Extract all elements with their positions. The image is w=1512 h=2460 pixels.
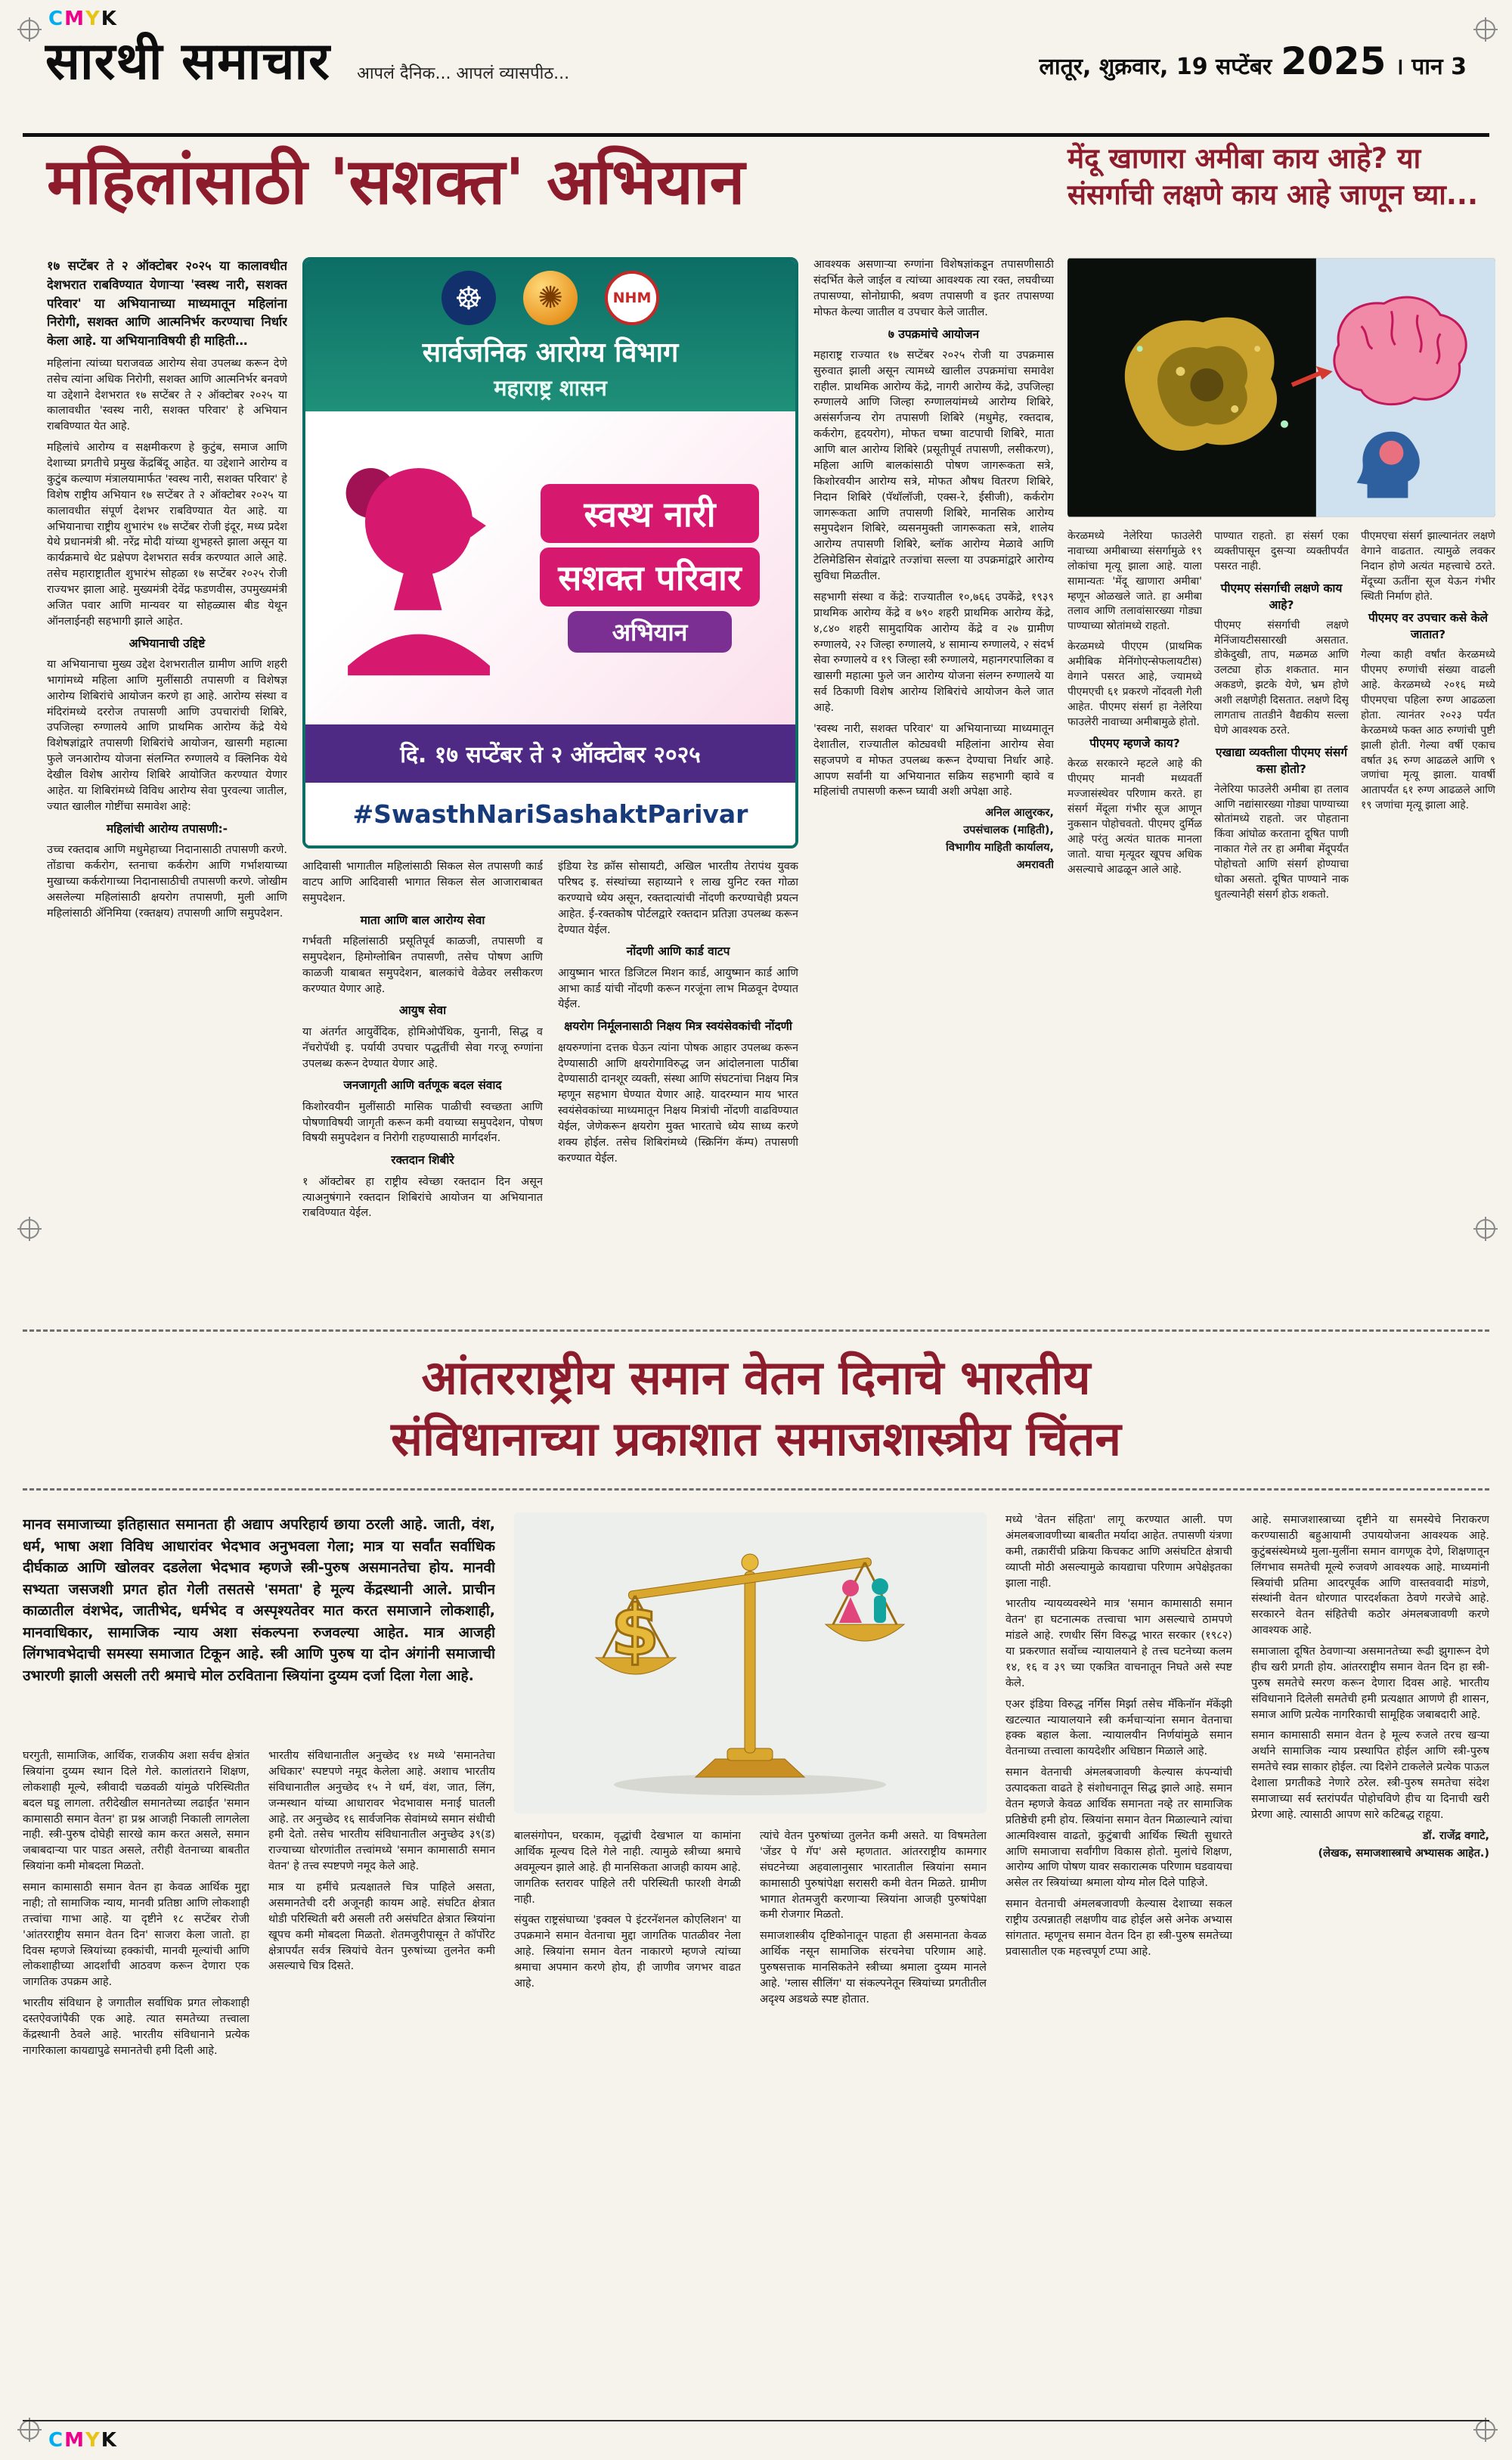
registration-mark <box>1476 2420 1495 2440</box>
registration-mark <box>20 1219 39 1239</box>
cmyk-y: Y <box>85 2429 101 2452</box>
article-paragraph: महिलांचे आरोग्य व सक्षमीकरण हे कुटुंब, समाज आणि देशाच्या प्रगतीचे प्रमुख केंद्रबिंदू आहेत. या उद्देशाने आरोग्य व कुटुंब कल्याण मंत्रालयामार्फत 'स्वस्थ नारी, सशक्त परिवार' हे विशेष राष्ट्रीय अभियान १७ सप्टेंबर ते २ ऑक्टोबर २०२५ या कालावधीत संपूर्ण देशभर राबविण्यात येत आहे. या अभियानाचा राष्ट्रीय शुभारंभ १७ सप्टेंबर रोजी इंदूर, मध्य प्रदेश येथे प्रधानमंत्री श्री. नरेंद्र मोदी यांच्या शुभहस्ते झाला असून या कार्यक्रमाचे थेट प्रक्षेपण देशभरात सर्वत्र करण्यात आले आहे. तसेच महाराष्ट्रातील शुभारंभ सोहळा १७ सप्टेंबर २०२५ रोजी राज्यभर झाला आहे. मुख्यमंत्री देवेंद्र फडणवीस, उपमुख्यमंत्री अजित पवार आणि मान्यवर या सोहळ्यास बीड येथून ऑनलाईनही सहभागी झाले आहेत. <box>47 442 287 628</box>
article-paragraph: महिलांना त्यांच्या घराजवळ आरोग्य सेवा उपलब्ध करून देणे तसेच त्यांना अधिक निरोगी, सशक्त आणि आत्मनिर्भर बनवणे या उद्देशाने देशभरात १७ सप्टेंबर ते २ ऑक्टोबर २०२५ या कालावधीत 'स्वस्थ नारी, सशक्त परिवार' हे अभियान राबविण्यात येत आहे. <box>47 357 287 433</box>
article-subhead: क्षयरोग निर्मूलनासाठी निक्षय मित्र स्वयंसेवकांची नोंदणी <box>564 1019 792 1034</box>
equal-pay-column-5 <box>1005 1512 1232 2414</box>
poster-emblems <box>313 271 788 325</box>
dollar-symbol: $ <box>610 1590 660 1671</box>
masthead-year: 2025 <box>1281 39 1387 83</box>
women-article-column-2 <box>302 859 543 1319</box>
cmyk-k: K <box>101 8 118 30</box>
masthead-dateline <box>1040 39 1467 88</box>
article-paragraph: संयुक्त राष्ट्रसंघाच्या 'इक्वल पे इंटरनॅशनल कोएलिशन' या उपक्रमाने समान वेतनाचा मुद्दा जागतिक पातळीवर नेला आहे. स्त्रियांना समान वेतन नाकारणे म्हणजे त्यांच्या श्रमाचा अपमान करणे होय, ही जाणीव जगभर वाढत आहे. <box>514 1914 741 1990</box>
maharashtra-seal-icon: ✺ <box>523 271 578 325</box>
article-paragraph: केरळमध्ये नेलेरिया फाउलेरी नावाच्या अमीबाच्या संसर्गामुळे १९ लोकांचा मृत्यू झाला आहे. याला सामान्यतः 'मेंदू खाणारा अमीबा' म्हणून ओळखले जाते. हा अमीबा तलाव आणि तलावांसारख्या गोड्या पाण्याच्या स्रोतांमध्ये राहतो. <box>1067 530 1202 633</box>
article-paragraph: महाराष्ट्र राज्यात १७ सप्टेंबर २०२५ रोजी या उपक्रमास सुरुवात झाली असून त्यामध्ये खालील उपक्रमांचा समावेश राहील. प्राथमिक आरोग्य केंद्रे, नागरी आरोग्य केंद्रे, उपजिल्हा रुग्णालये आणि जिल्हा रुग्णालयांमध्ये आरोग्य शिबिरे, असंसर्गजन्य रोग तपासणी शिबिरे (मधुमेह, रक्तदाब, कर्करोग, हृदयरोग), मोफत चष्मा वाटपाची शिबिरे, माता आणि बाल आरोग्य शिबिरे (प्रसूतीपूर्व तपासणी, लसीकरण), महिला आणि बालकांसाठी पोषण जागरूकता सत्रे, किशोरवयीन आरोग्य सत्रे, मोफत औषध वितरण शिबिरे, निदान शिबिरे (पॅथॉलॉजी, एक्स-रे, ईसीजी), कर्करोग जागरूकता आणि तपासणी शिबिरे, मानसिक आरोग्य समुपदेशन शिबिरे, व्यसनमुक्ती जागरूकता सत्रे, शालेय आरोग्य तपासणी शिबिरे, ब्लॉक आरोग्य मेळावे आणि टेलिमेडिसिन सेवांद्वारे तज्ज्ञांचा सल्ला या उपक्रमांद्वारे आरोग्य सुविधा मिळतील. <box>813 349 1054 583</box>
equal-pay-column-1 <box>23 1748 249 2414</box>
amoeba-article-headline: मेंदू खाणारा अमीबा काय आहे? या संसर्गाची लक्षणे काय आहे जाणून घ्या... <box>1067 142 1479 212</box>
poster-hashtag: #SwasthNariSashaktParivar <box>305 783 795 845</box>
amoeba-brain-image <box>1067 257 1495 518</box>
equal-pay-intro: मानव समाजाच्या इतिहासात समानता ही अद्याप अपरिहार्य छाया ठरली आहे. जाती, वंश, धर्म, भाषा अशा विविध आधारांवर भेदभाव अनुभवला गेला; मात्र या सर्वांत सर्वाधिक दीर्घकाळ आणि खोलवर दडलेला भेदभाव म्हणजे स्त्री-पुरुष असमानतेचा होय. मानवी सभ्यता जसजशी प्रगत होत गेली तसतसे 'समता' हे मूल्य केंद्रस्थानी आले. प्राचीन काळातील वंशभेद, जातीभेद, धर्मभेद व अस्पृश्यतेवर मात करत समाजाने लोकशाही, मानवाधिकार, सामाजिक न्याय अशा संकल्पना रुजवल्या आहेत. मात्र आजही लिंगभावभेदाची समस्या समाजात टिकून आहे. स्त्री आणि पुरुष या दोन अंगांनी समाजाची उभारणी झाली असली तरी श्रमाचे मोल ठरविताना स्त्रियांना दुय्यम दर्जा दिला गेला आहे. <box>23 1516 495 1684</box>
poster-header <box>305 260 795 411</box>
registration-mark <box>1476 20 1495 39</box>
section-divider-top <box>23 1329 1489 1332</box>
poster-title-line2: सशक्त परिवार <box>540 548 759 606</box>
article-paragraph: समान वेतनाची अंमलबजावणी केल्यास देशाच्या सकल राष्ट्रीय उत्पन्नातही लक्षणीय वाढ होईल असे अनेक अभ्यास सांगतात. म्हणूनच समान वेतन दिन हा स्त्री-पुरुष समतेच्या प्रवासातील एक महत्त्वपूर्ण टप्पा आहे. <box>1005 1898 1232 1958</box>
article-paragraph: आयुष्मान भारत डिजिटल मिशन कार्ड, आयुष्मान कार्ड आणि आभा कार्ड यांची नोंदणी करून गरजूंना लाभ मिळवून देण्यात येईल. <box>558 966 798 1011</box>
ashoka-emblem-icon: ☸ <box>442 271 496 325</box>
article-paragraph: 'स्वस्थ नारी, सशक्त परिवार' या अभियानाच्या माध्यमातून देशातील, राज्यातील कोट्यवधी महिलांना आरोग्य सेवा सहजपणे व मोफत उपलब्ध करून देण्याचा निर्धार आहे. आपण सर्वांनी या अभियानात सक्रिय सहभागी व्हावे व महिलांची तपासणी करून घ्यावी अशी अपेक्षा आहे. <box>813 722 1054 799</box>
article-paragraph: त्यांचे वेतन पुरुषांच्या तुलनेत कमी असते. या विषमतेला 'जेंडर पे गॅप' असे म्हणतात. आंतरराष्ट्रीय कामगार संघटनेच्या अहवालानुसार भारतातील स्त्रियांना समान कामासाठी पुरुषांपेक्षा सरासरी कमी वेतन मिळते. ग्रामीण भागात शेतमजुरी करणाऱ्या स्त्रियांना आजही पुरुषांपेक्षा कमी रोजगार मिळतो. <box>760 1830 987 1922</box>
poster-date-band: दि. १७ सप्टेंबर ते २ ऑक्टोबर २०२५ <box>305 724 795 783</box>
cmyk-label-top <box>48 8 118 30</box>
article-paragraph: भारतीय संविधानातील अनुच्छेद १४ मध्ये 'समानतेचा अधिकार' स्पष्टपणे नमूद केलेला आहे. अशाच भारतीय संविधानातील अनुच्छेद १५ ने धर्म, वंश, जात, लिंग, जन्मस्थान यांच्या आधारावर भेदभावास मनाई घातली आहे. तर अनुच्छेद १६ सार्वजनिक सेवांमध्ये समान संधीची हमी देतो. तसेच भारतीय संविधानातील अनुच्छेद ३९(ड) राज्याच्या धोरणांतील तत्त्वांमध्ये 'समान कामासाठी समान वेतन' हे तत्त्व स्पष्टपणे नमूद केले आहे. <box>268 1750 495 1873</box>
poster-title-line3: अभियान <box>568 611 732 653</box>
article-paragraph: १ ऑक्टोबर हा राष्ट्रीय स्वेच्छा रक्तदान दिन असून त्याअनुषंगाने रक्तदान शिबिरांचे आयोजन या अभियानात राबविण्यात येईल. <box>302 1175 543 1220</box>
article-paragraph: पाण्यात राहतो. हा संसर्ग एका व्यक्तीपासून दुसऱ्या व्यक्तीपर्यंत पसरत नाही. <box>1214 530 1349 572</box>
article-byline: डॉ. राजेंद्र वगाटे, <box>1422 1829 1489 1842</box>
amoeba-article-column-3 <box>1361 529 1495 1319</box>
cmyk-y: Y <box>85 8 101 30</box>
poster-titles <box>519 484 780 653</box>
masthead-page-number: । पान 3 <box>1395 54 1467 80</box>
article-paragraph: १७ सप्टेंबर ते २ ऑक्टोबर २०२५ या कालावधीत देशभरात राबविण्यात येणाऱ्या 'स्वस्थ नारी, सशक्त परिवार' या अभियानाच्या माध्यमातून महिलांना निरोगी, सशक्त आणि आत्मनिर्भर करण्याचा निर्धार केला आहे. या अभियानाविषयी ही माहिती… <box>47 259 287 348</box>
masthead-date: लातूर, शुक्रवार, 19 सप्टेंबर <box>1039 54 1272 80</box>
scale-pillar <box>745 1571 755 1753</box>
article-subhead: महिलांची आरोग्य तपासणी:- <box>106 821 228 836</box>
cmyk-c: C <box>48 2429 65 2452</box>
article-paragraph: घरगुती, सामाजिक, आर्थिक, राजकीय अशा सर्वच क्षेत्रांत स्त्रियांना दुय्यम स्थान दिले गेले. कालांतराने शिक्षण, लोकशाही मूल्ये, स्त्रीवादी चळवळी यांमुळे परिस्थितीत बदल घडू लागला. तरीदेखील समानतेच्या लढाईत 'समान कामासाठी समान वेतन' हा प्रश्न आजही निकाली लागलेला नाही. स्त्री-पुरुष दोघेही सारखे काम करत असले, समान जबाबदाऱ्या पार पाडत असले, तरीही वेतनाच्या बाबतीत स्त्रियांना कमी मोबदला मिळतो. <box>23 1750 249 1873</box>
article-paragraph: समान कामासाठी समान वेतन हा केवळ आर्थिक मुद्दा नाही; तो सामाजिक न्याय, मानवी प्रतिष्ठा आणि लोकशाही तत्त्वांचा गाभा आहे. या दृष्टीने १८ सप्टेंबर रोजी 'आंतरराष्ट्रीय समान वेतन दिन' साजरा केला जातो. हा दिवस म्हणजे स्त्रियांच्या हक्कांची, मानवी मूल्यांची आणि लोकशाहीच्या आदर्शांची आठवण करून देणारा एक जागतिक उपक्रम आहे. <box>23 1881 249 1989</box>
article-paragraph: किशोरवयीन मुलींसाठी मासिक पाळीची स्वच्छता आणि पोषणाविषयी जागृती करून कमी वयाच्या समुपदेशन, पोषण विषयी समुपदेशन व निरोगी राहण्यासाठी मार्गदर्शन. <box>302 1100 543 1145</box>
poster-department: सार्वजनिक आरोग्य विभाग <box>422 337 679 368</box>
article-subhead: अभियानाची उद्दिष्टे <box>129 636 206 650</box>
article-subhead: ७ उपक्रमांचे आयोजन <box>888 327 980 341</box>
cmyk-label-bottom <box>48 2429 118 2452</box>
article-subhead: पीएमए संसर्गाची लक्षणे काय आहे? <box>1220 581 1343 612</box>
article-paragraph: समान वेतनाची अंमलबजावणी केल्यास कंपन्यांची उत्पादकता वाढते हे संशोधनातून सिद्ध झाले आहे. समान वेतन म्हणजे केवळ आर्थिक समानता नव्हे तर सामाजिक प्रतिष्ठेची हमी होय. स्त्रियांना समान वेतन मिळाल्याने त्यांचा आत्मविश्वास वाढतो, कुटुंबाची आर्थिक स्थिती सुधारते आणि समाजाचा सर्वांगीण विकास होतो. मुलांचे शिक्षण, आरोग्य आणि पोषण यावर सकारात्मक परिणाम घडवायचा असेल तर स्त्रियांच्या श्रमाला योग्य मोल दिले पाहिजे. <box>1005 1767 1232 1890</box>
cmyk-c: C <box>48 8 65 30</box>
article-paragraph: भारतीय न्यायव्यवस्थेने मात्र 'समान कामासाठी समान वेतन' हा घटनात्मक तत्त्वाचा भाग असल्याचे ठामपणे मांडले आहे. रणधीर सिंग विरुद्ध भारत सरकार (१९८२) या प्रकरणात सर्वोच्च न्यायालयाने हे तत्त्व घटनेच्या कलम १४, १६ व ३९ च्या एकत्रित वाचनातून निघते असे स्पष्ट केले. <box>1005 1598 1232 1689</box>
article-subhead: जनजागृती आणि वर्तणूक बदल संवाद <box>343 1078 502 1093</box>
article-subhead: पीएमए म्हणजे काय? <box>1089 737 1180 751</box>
women-article-column-1 <box>47 257 287 1319</box>
masthead-left <box>45 32 570 92</box>
article-paragraph: या अंतर्गत आयुर्वेदिक, होमिओपॅथिक, युनानी, सिद्ध व नॅचरोपॅथी इ. पर्यायी उपचार पद्धतींची सेवा गरजू रुग्णांना उपलब्ध करून देण्यात येणार आहे. <box>302 1025 543 1070</box>
woman-profile-silhouette <box>321 443 513 693</box>
article-paragraph: एअर इंडिया विरुद्ध नर्गिस मिर्झा तसेच मॅकिनॉन मॅकेंझी खटल्यात न्यायालयाने स्त्री कर्मचाऱ्यांना समान वेतनाचा हक्क बहाल केला. न्यायालयीन निर्णयांमुळे समान वेतनाच्या तत्त्वाला कायदेशीर अधिष्ठान मिळाले आहे. <box>1005 1698 1232 1758</box>
article-subhead: आयुष सेवा <box>398 1004 447 1018</box>
article-paragraph: समाजाला दूषित ठेवणाऱ्या असमानतेच्या रूढी झुगारून देणे हीच खरी प्रगती होय. आंतरराष्ट्रीय समान वेतन दिन हा स्त्री-पुरुष समतेचे स्मरण करून देणारा दिवस आहे. भारतीय संविधानाने दिलेली समतेची हमी प्रत्यक्षात आणणे ही शासन, समाज आणि प्रत्येक नागरिकाची सामूहिक जबाबदारी आहे. <box>1251 1646 1489 1721</box>
article-paragraph: इंडिया रेड क्रॉस सोसायटी, अखिल भारतीय तेरापंथ युवक परिषद इ. संस्थांच्या सहाय्याने १ लाख युनिट रक्त गोळा करण्याचे ध्येय असून, रक्तदात्यांची नोंदणी करण्याचेही प्रयत्न आहेत. ई-रक्तकोष पोर्टलद्वारे रक्तदान प्रतिज्ञा उपलब्ध करून देण्यात येईल. <box>558 861 798 936</box>
article-paragraph: या अभियानाचा मुख्य उद्देश देशभरातील ग्रामीण आणि शहरी भागांमध्ये महिला आणि मुलींसाठी तपासणी व विशेषज्ञ आरोग्य शिबिरांचे आयोजन करणे हा आहे. आरोग्य संस्था व मंदिरांमध्ये दररोज तपासणी आणि उपचारांची शिबिरे, उपजिल्हा रुग्णालये आणि प्राथमिक आरोग्य केंद्रे येथे विशेषज्ञांद्वारे तपासणी शिबिरांचे आयोजन, खासगी महात्मा फुले जनआरोग्य योजना संलग्नित रुग्णालये व क्लिनिक येथे देखील विशेष आरोग्य शिबिरे आयोजित करण्यात येणार आहेत. या शिबिरांमध्ये विविध आरोग्य सेवा पुरवल्या जातील, ज्यात खालील गोष्टींचा समावेश आहे: <box>47 658 287 813</box>
article-subhead: नोंदणी आणि कार्ड वाटप <box>626 945 730 959</box>
campaign-poster <box>302 257 798 848</box>
poster-government: महाराष्ट्र शासन <box>494 375 607 401</box>
equal-pay-headline-line2: संविधानाच्या प्रकाशात समाजशास्त्रीय चिंतन <box>391 1410 1121 1466</box>
article-paragraph: बालसंगोपन, घरकाम, वृद्धांची देखभाल या कामांना आर्थिक मूल्यच दिले गेले नाही. त्यामुळे स्त्रीच्या श्रमाचे अवमूल्यन झाले आहे. ही मानसिकता आजही कायम आहे. जागतिक स्तरावर पाहिले तरी परिस्थिती फारशी वेगळी नाही. <box>514 1830 741 1906</box>
masthead-tagline: आपलं दैनिक... आपलं व्यासपीठ... <box>357 64 570 83</box>
bottom-rule <box>23 2420 1489 2421</box>
equal-pay-column-6 <box>1251 1512 1489 2414</box>
amoeba-article-column-1 <box>1067 529 1202 1319</box>
article-paragraph: आवश्यक असणाऱ्या रुग्णांना विशेषज्ञांकडून तपासणीसाठी संदर्भित केले जाईल व त्यांच्या आवश्यक त्या रक्त, लघवीच्या तपासण्या, सोनोग्राफी, श्रवण तपासणी व इतर तपासण्या मोफत केल्या जातील व उपचार केले जातील. <box>813 259 1054 318</box>
article-byline: (लेखक, समाजशास्त्राचे अभ्यासक आहेत.) <box>1318 1847 1489 1860</box>
article-byline: विभागीय माहिती कार्यालय, <box>946 842 1054 855</box>
equal-pay-column-2 <box>268 1748 495 2414</box>
article-paragraph: आदिवासी भागातील महिलांसाठी सिकल सेल तपासणी कार्ड वाटप आणि आदिवासी भागात सिकल सेल आजाराबाबत समुपदेशन. <box>302 861 543 904</box>
article-paragraph: नेलेरिया फाउलेरी अमीबा हा तलाव आणि नद्यांसारख्या गोड्या पाण्याच्या स्रोतांमध्ये राहतो. जर पोहताना किंवा आंघोळ करताना दूषित पाणी नाकात गेले तर हा अमीबा मेंदूपर्यंत पोहोचतो आणि संसर्ग होण्याचा धोका असतो. दूषित पाण्याने नाक धुतल्यानेही संसर्ग होऊ शकतो. <box>1214 783 1349 901</box>
female-figure-icon <box>842 1580 859 1596</box>
poster-main-art <box>305 411 795 724</box>
article-paragraph: मात्र या हमींचे प्रत्यक्षातले चित्र पाहिले असता, असमानतेची दरी अजूनही कायम आहे. संघटित क्षेत्रात थोडी परिस्थिती बरी असली तरी असंघटित क्षेत्रात स्त्रियांना खूपच कमी मोबदला मिळतो. शेतमजुरीपासून ते कॉर्पोरेट क्षेत्रापर्यंत सर्वत्र स्त्रियांचे वेतन पुरुषांच्या तुलनेत कमी असल्याचे चित्र दिसते. <box>268 1881 495 1973</box>
article-paragraph: आहे. समाजशास्त्राच्या दृष्टीने या समस्येचे निराकरण करण्यासाठी बहुआयामी उपाययोजना आवश्यक आहे. कुटुंबसंस्थेमध्ये मुला-मुलींना समान वागणूक देणे, शिक्षणातून लिंगभाव समतेची मूल्ये रुजवणे आवश्यक आहे. माध्यमांनी स्त्रियांची प्रतिमा आदरपूर्वक आणि वास्तववादी मांडणे, संस्थांनी वेतन धोरणात पारदर्शकता ठेवणे गरजेचे आहे. सरकारने वेतन संहितेची कठोर अंमलबजावणी करणे आवश्यक आहे. <box>1251 1514 1489 1637</box>
registration-mark <box>20 2420 39 2440</box>
article-byline: अमरावती <box>1016 858 1054 871</box>
newspaper-title: सारथी समाचार <box>45 32 330 92</box>
equal-pay-column-3 <box>514 1829 741 2414</box>
equal-pay-scales-illustration <box>514 1512 987 1813</box>
masthead-rule <box>23 133 1489 137</box>
article-paragraph: उच्च रक्तदाब आणि मधुमेहाच्या निदानासाठी तपासणी करणे. तोंडाचा कर्करोग, स्तनाचा कर्करोग आणि गर्भाशयाच्या मुखाच्या कर्करोगाच्या निदानासाठीची तपासणी करणे. जोखीम असलेल्या महिलांसाठी क्षयरोग तपासणी, मुली आणि महिलांसाठी ॲनिमिया (रक्तक्षय) तपासणी आणि समुपदेशन. <box>47 844 287 920</box>
cmyk-k: K <box>101 2429 118 2452</box>
registration-mark <box>20 20 39 39</box>
article-subhead: पीएमए वर उपचार कसे केले जातात? <box>1368 611 1489 642</box>
article-paragraph: पीएमएचा संसर्ग झाल्यानंतर लक्षणे वेगाने वाढतात. त्यामुळे लवकर निदान होणे अत्यंत महत्त्वाचे ठरते. मेंदूच्या ऊतींना सूज येऊन गंभीर स्थिती निर्माण होते. <box>1361 530 1495 603</box>
poster-title-line1: स्वस्थ नारी <box>541 484 760 543</box>
amoeba-article-column-2 <box>1214 529 1349 1319</box>
article-paragraph: समान कामासाठी समान वेतन हे मूल्य रुजले तरच खऱ्या अर्थाने सामाजिक न्याय प्रस्थापित होईल आणि स्त्री-पुरुष समतेचे स्वप्न साकार होईल. त्या दिशेने टाकलेले प्रत्येक पाऊल देशाला प्रगतीकडे नेणारे ठरेल. स्त्री-पुरुष समतेचा संदेश समाजाच्या सर्व स्तरांपर्यंत पोहोचविणे हीच या दिनाची खरी प्रेरणा आहे. त्यासाठी आपण सारे कटिबद्ध राहूया. <box>1251 1729 1489 1821</box>
article-subhead: एखाद्या व्यक्तीला पीएमए संसर्ग कसा होतो? <box>1215 745 1348 776</box>
women-article-column-3 <box>558 859 798 1319</box>
article-paragraph: भारतीय संविधान हे जगातील सर्वाधिक प्रगत लोकशाही दस्तऐवजांपैकी एक आहे. त्यात समतेच्या तत्त्वाला केंद्रस्थानी ठेवले आहे. भारतीय संविधानाने प्रत्येक नागरिकाला कायद्यापुढे समानतेची हमी दिली आहे. <box>23 1997 249 2057</box>
equal-pay-column-4 <box>760 1829 987 2414</box>
article-paragraph: केरळमध्ये पीएएम (प्राथमिक अमीबिक मेनिंगोएन्सेफलायटीस) वेगाने पसरत आहे, ज्यामध्ये पीएमएची ६१ प्रकरणे नोंदवली गेली आहेत. पीएमए संसर्ग हा नेलेरिया फाउलेरी नावाच्या अमीबामुळे होतो. <box>1067 641 1202 728</box>
masthead <box>45 32 1467 92</box>
article-paragraph: सहभागी संस्था व केंद्रे: राज्यातील १०,७६६ उपकेंद्रे, १९३९ प्राथमिक आरोग्य केंद्रे व ७९० शहरी प्राथमिक आरोग्य केंद्रे, ४,८४० शहरी सामुदायिक आरोग्य केंद्रे व २७ ग्रामीण रुग्णालये, २२ जिल्हा रुग्णालये, ४ सामान्य रुग्णालये, २ संदर्भ सेवा रुग्णालये व १९ जिल्हा स्त्री रुग्णालये, महानगरपालिका व खासगी महात्मा फुले जन आरोग्य योजना संलग्न रुग्णालये या सर्व ठिकाणी विशेष आरोग्य शिबिरांचे आयोजन केले जात आहे. <box>813 591 1054 715</box>
article-paragraph: समाजशास्त्रीय दृष्टिकोनातून पाहता ही असमानता केवळ आर्थिक नसून सामाजिक संरचनेचा परिणाम आहे. पुरुषसत्ताक मानसिकतेने स्त्रीच्या श्रमाला दुय्यम मानले आहे. 'ग्लास सीलिंग' या संकल्पनेतून स्त्रियांच्या प्रगतीतील अदृश्य अडथळे स्पष्ट होतात. <box>760 1930 987 2006</box>
scale-base <box>696 1759 804 1777</box>
women-article-column-4 <box>813 257 1054 1319</box>
article-paragraph: गर्भवती महिलांसाठी प्रसूतिपूर्व काळजी, तपासणी व समुपदेशन, हिमोग्लोबिन तपासणी, तसेच पोषण आणि काळजी याबाबत समुपदेशन, बालकांचे वेळेवर लसीकरण करण्यात येणार आहे. <box>302 935 543 995</box>
article-paragraph: क्षयरुग्णांना दत्तक घेऊन त्यांना पोषक आहार उपलब्ध करून देण्यासाठी आणि क्षयरोगाविरुद्ध जन आंदोलनाला पाठींबा देण्यासाठी दानशूर व्यक्ती, संस्था आणि संघटनांचा निक्षय मित्र म्हणून सहभाग घेण्यात येणार आहे. यादरम्यान माय भारत स्वयंसेवकांच्या माध्यमातून निक्षय मित्रांची नोंदणी वाढविण्यात येईल, जेणेकरून क्षयरोग मुक्त भारताचे ध्येय साध्य करणे शक्य होईल. तसेच शिबिरांमध्ये (स्क्रिनिंग कॅम्प) तपासणी करण्यात येईल. <box>558 1041 798 1165</box>
article-byline: उपसंचालक (माहिती), <box>963 824 1054 837</box>
article-subhead: रक्तदान शिबीरे <box>391 1153 454 1168</box>
article-paragraph: गेल्या काही वर्षांत केरळमध्ये पीएमए रुग्णांची संख्या वाढली आहे. केरळमध्ये २०१६ मध्ये पीएमएचा पहिला रुग्ण आढळला होता. त्यानंतर २०२३ पर्यंत केरळमध्ये फक्त आठ रुग्णांची पुष्टी झाली होती. गेल्या वर्षी एकाच वर्षात ३६ रुग्ण आढळले आणि ९ जणांचा मृत्यू झाला. यावर्षी आतापर्यंत ६१ रुग्ण आढळले आणि १९ जणांचा मृत्यू झाला आहे. <box>1361 649 1495 812</box>
equal-pay-headline-line1: आंतरराष्ट्रीय समान वेतन दिनाचे भारतीय <box>421 1350 1091 1405</box>
article-byline: अनिल आलुरकर, <box>985 807 1054 820</box>
section-divider-bottom <box>23 1488 1489 1491</box>
nhm-logo-icon: NHM <box>605 271 659 325</box>
article-subhead: माता आणि बाल आरोग्य सेवा <box>360 913 485 927</box>
male-figure-icon <box>872 1578 888 1595</box>
article-paragraph: केरळ सरकारने म्हटले आहे की पीएमए मानवी मध्यवर्ती मज्जासंस्थेवर परिणाम करते. हा संसर्ग मेंदूला गंभीर सूज आणून नुकसान पोहोचवतो. पीएमए दुर्मिळ आहे परंतु अत्यंत घातक मानला जातो. याचा मृत्यूदर खूपच अधिक असल्याचे आढळून आले आहे. <box>1067 758 1202 876</box>
article-paragraph: पीएमए संसर्गाची लक्षणे मेनिंजायटीससारखी असतात. डोकेदुखी, ताप, मळमळ आणि उलट्या होऊ शकतात. मान अकडणे, झटके येणे, भ्रम होणे अशी लक्षणेही दिसतात. लक्षणे दिसू लागताच तातडीने वैद्यकीय सल्ला घेणे आवश्यक ठरते. <box>1214 619 1349 737</box>
women-campaign-headline: महिलांसाठी 'सशक्त' अभियान <box>47 144 745 219</box>
cmyk-m: M <box>64 8 85 30</box>
cmyk-m: M <box>64 2429 85 2452</box>
equal-pay-headline <box>45 1348 1467 1469</box>
article-paragraph: मध्ये 'वेतन संहिता' लागू करण्यात आली. पण अंमलबजावणीच्या बाबतीत मर्यादा आहेत. तपासणी यंत्रणा कमी, तक्रारींची प्रक्रिया किचकट आणि असंघटित क्षेत्राची व्याप्ती मोठी असल्यामुळे कायद्याचा परिणाम अपेक्षेइतका झाला नाही. <box>1005 1514 1232 1590</box>
